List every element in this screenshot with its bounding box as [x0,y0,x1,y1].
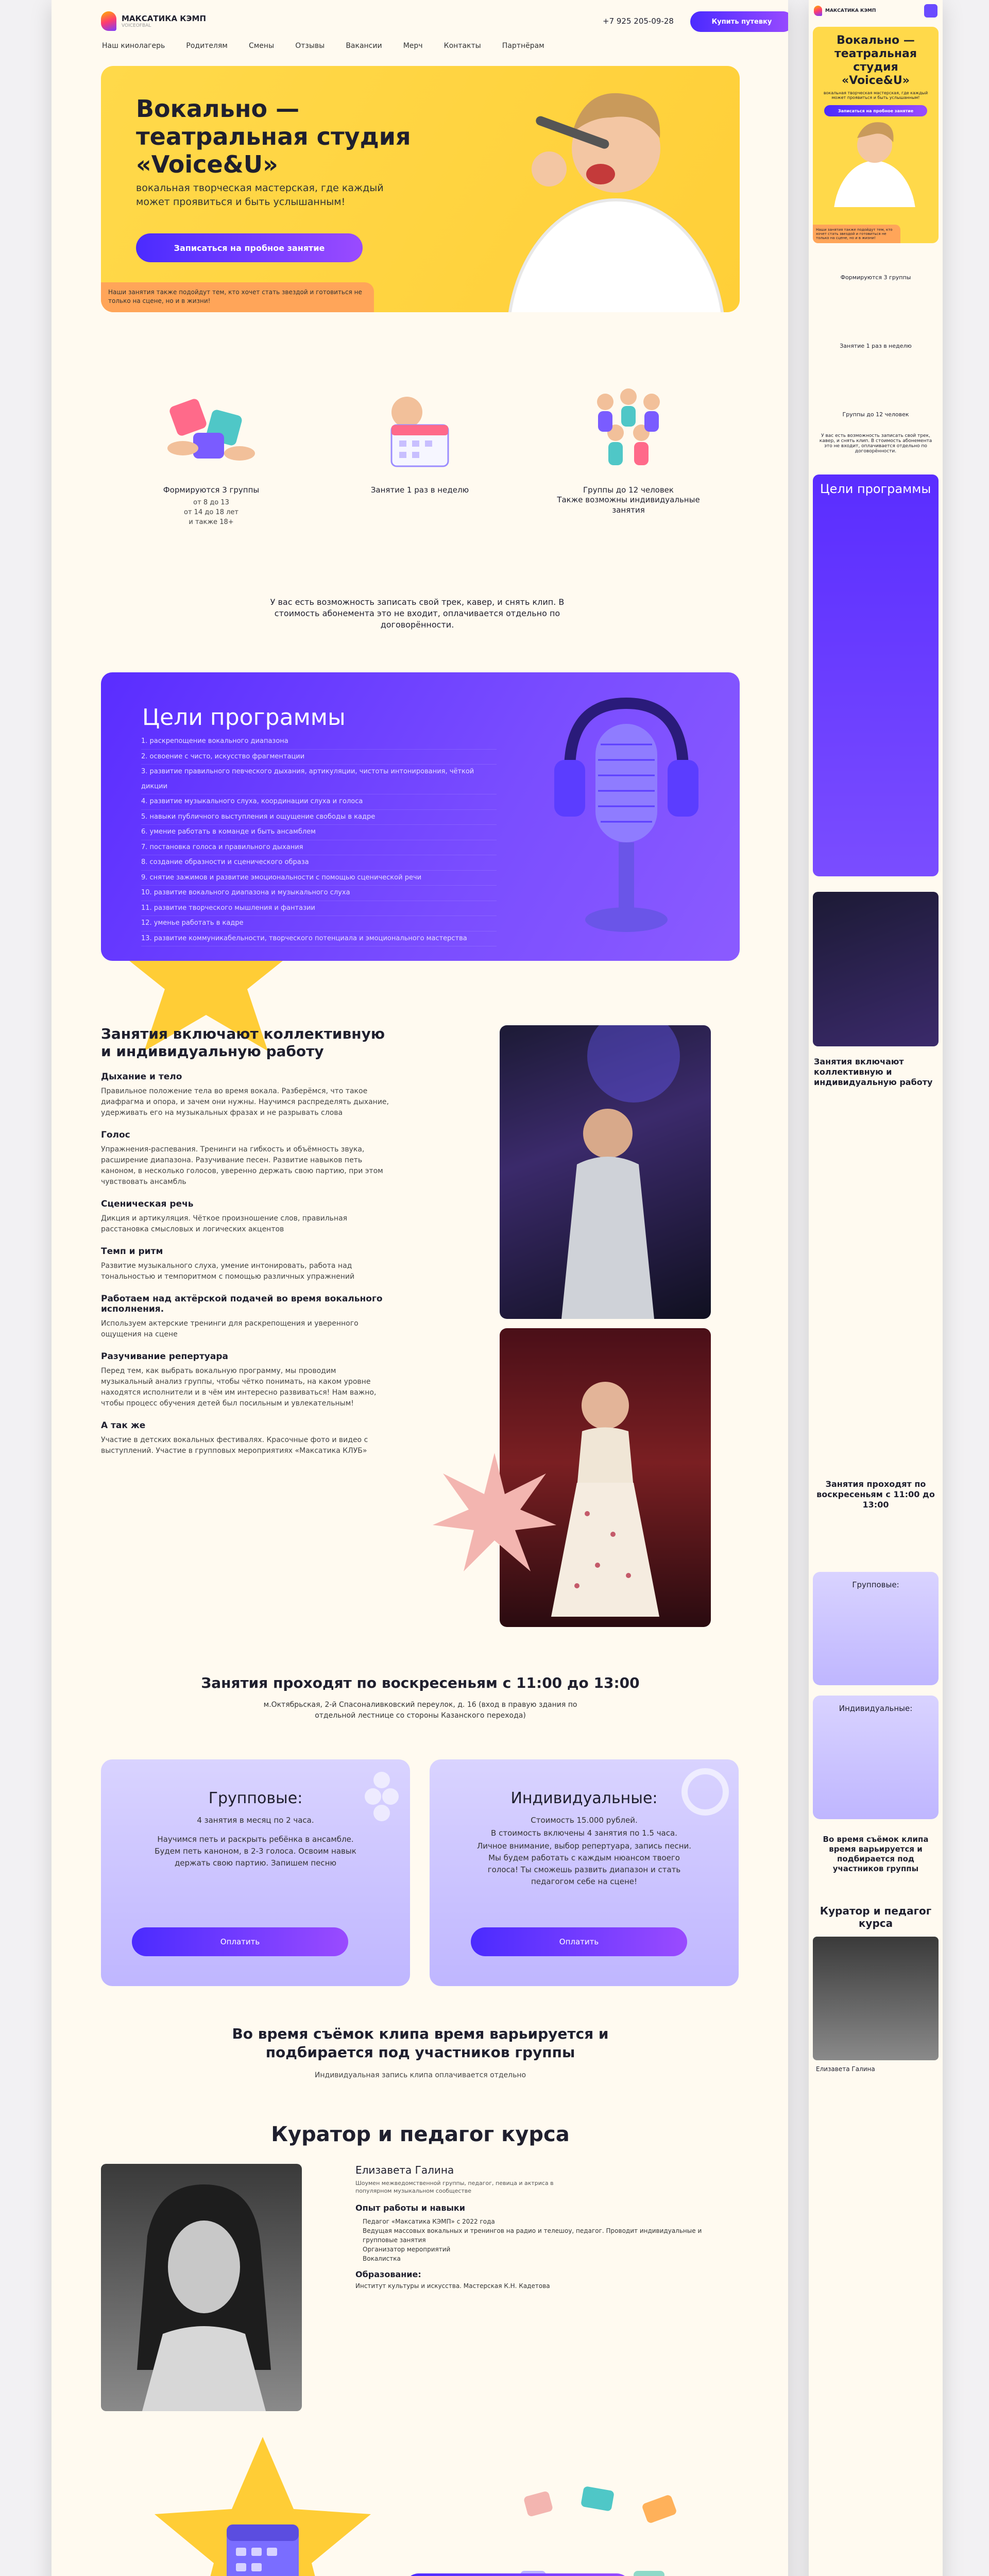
feature-groups [134,381,288,527]
pink-burst-decoration [433,1453,556,1577]
mobile-lessons-body [809,1088,943,1479]
mobile-photo [813,892,939,1046]
goal-item: 7. постановка голоса и правильного дыхания [141,840,497,856]
group-pay-button[interactable]: Оплатить [132,1927,348,1956]
mobile-indiv-card [813,1696,939,1819]
goal-item: 2. освоение с чисто, искусство фрагментации [141,750,497,765]
mobile-hero-title: Вокально — театральная студия «Voice&U» [834,34,917,87]
logo-icon [814,6,822,16]
lesson-text: Развитие музыкального слуха, умение интонировать, работа над тональностью и темпоритмом с помощью различных упражнений [101,1262,355,1281]
clip-section [101,2025,740,2079]
pricing-line: Личное внимание, выбор репертуара, запись песни. Мы будем работать с каждым нюансом твоего голоса! Ты сможешь развить диапазон и стать педагогом себе на сцене! [476,1841,692,1886]
lessons-title: Занятия включают коллективную и индивидуальную работу [101,1025,385,1060]
goal-item: 6. умение работать в команде и быть ансамблем [141,825,497,840]
mobile-clip-note: У вас есть возможность записать свой трек, кавер, и снять клип. В стоимость абонемента это не входит, оплачивается отдельно по договорённости. [819,433,932,454]
mobile-curator-name: Елизавета Галина [816,2065,875,2073]
boy-singing-photo [500,1025,711,1319]
hero-trial-button[interactable]: Записаться на пробное занятие [136,233,363,262]
hero-banner [101,66,740,312]
goals-panel [101,672,740,961]
lesson-heading: Сценическая речь [101,1199,194,1209]
hero-note: Наши занятия также подойдут тем, кто хочет стать звездой и готовиться не только на сцене, но и в жизни! [101,282,374,312]
pricing-line: В стоимость включены 4 занятия по 1.5 часа. [491,1828,677,1838]
individual-pricing-card [430,1759,739,1986]
pricing-line: 4 занятия в месяц по 2 часа. [197,1816,314,1825]
confetti-decoration [515,2483,685,2576]
lesson-heading: Голос [101,1130,130,1140]
trial-lesson-button[interactable] [404,2573,631,2576]
individual-pay-button[interactable]: Оплатить [471,1927,687,1956]
logo-icon [101,11,116,31]
schedule-section [101,1674,740,1721]
lesson-heading: Дыхание и тело [101,1072,182,1082]
group-pricing-card [101,1759,410,1986]
curator-exp-heading: Опыт работы и навыки [355,2203,465,2213]
feature-line: и также 18+ [189,518,234,526]
goal-item: 12. уменье работать в кадре [141,916,497,931]
goal-item: 4. развитие музыкального слуха, координации слуха и голоса [141,794,497,810]
pricing-line: Стоимость 15.000 рублей. [531,1816,638,1825]
lesson-text: Дикция и артикуляция. Чёткое произношение слов, правильная расстановка смысловых и логических акцентов [101,1214,348,1233]
curator-role: Шоумен межведомственной группы, педагог, певица и актриса в популярном музыкальном сообществе [355,2180,554,2194]
mobile-schedule: Занятия проходят по воскресеньям с 11:00 до 13:00 [816,1479,935,1510]
curator-edu-heading: Образование: [355,2269,421,2279]
lesson-heading: Разучивание репертуара [101,1351,228,1362]
lesson-heading: Работаем над актёрской подачей во время вокального исполнения. [101,1294,383,1314]
goal-item: 3. развитие правильного певческого дыхания, артикуляции, чистоты интонирования, чёткой дикции [141,765,497,794]
logo[interactable] [101,11,206,31]
microphone-image [534,683,719,961]
features [134,381,706,527]
buy-voucher-button[interactable]: Купить путевку [690,11,788,32]
goal-item: 5. навыки публичного выступления и ощущение свободы в кадре [141,810,497,825]
goal-item: 10. развитие вокального диапазона и музыкального слуха [141,886,497,901]
feature-line: от 8 до 13 [193,499,229,506]
ring-decoration [677,1764,734,1820]
feature-line: от 14 до 18 лет [184,509,238,516]
mobile-curator-photo [813,1937,939,2060]
curator-edu: Институт культуры и искусства. Мастерская К.Н. Кадетова [355,2282,550,2290]
pricing-title: Групповые: [208,1789,303,1807]
hero-subtitle: вокальная творческая мастерская, где каждый может проявиться и быть услышанным! [136,182,384,208]
goal-item: 1. раскрепощение вокального диапазона [141,734,497,750]
mobile-header [809,0,943,22]
nav-merch[interactable]: Мерч [403,42,423,50]
goal-item: 9. снятие зажимов и развитие эмоциональности с помощью сценической речи [141,871,497,886]
mobile-lessons-title: Занятия включают коллективную и индивидуальную работу [814,1057,933,1087]
goal-item: 11. развитие творческого мышления и фантазии [141,901,497,917]
mobile-hero-sub: вокальная творческая мастерская, где каждый может проявиться и быть услышанным! [823,91,928,100]
nav-partners[interactable]: Партнёрам [502,42,544,50]
goals-title: Цели программы [142,704,346,731]
clip-note: У вас есть возможность записать свой трек, кавер, и снять клип. В стоимость абонемента это не входит, оплачивается отдельно по договорённости. [270,597,565,630]
mobile-page [809,0,943,2576]
curator-exp: Педагог «Максатика КЭМП» с 2022 года [363,2218,495,2225]
nav-contacts[interactable]: Контакты [444,42,481,50]
mobile-hero-note: Наши занятия также подойдут тем, кто хочет стать звездой и готовиться не только на сцене, но и в жизни! [813,225,900,243]
calendar-icon [371,381,469,474]
brand-sub: VOICEOFBAL [122,23,151,28]
nav-parents[interactable]: Родителям [186,42,228,50]
curator-exp: Организатор мероприятий [363,2246,451,2253]
singing-boy-image [833,104,916,207]
desktop-page [52,0,788,2576]
curator-exp: Вокалистка [363,2255,401,2262]
goal-item: 13. развитие коммуникабельности, творческого потенциала и эмоционального мастерства [141,931,497,947]
curator-exp: Ведущая массовых вокальных и тренингов на радио и телешоу, педагог. Проводит индивидуальные и групповые занятия [363,2227,702,2244]
schedule-title: Занятия проходят по воскресеньям с 11:00 до 13:00 [201,1674,640,1691]
mobile-goals [813,474,939,876]
lesson-text: Перед тем, как выбрать вокальную программу, мы проводим музыкальный анализ группы, чтобы чётко понимать, на каком уровне находятся исполнители и в чём им интересно развиваться! Нам важно, чтобы процесс обучения детей был посильным и увлекательным! [101,1367,377,1408]
lesson-heading: Темп и ритм [101,1246,163,1257]
brand-name: МАКСАТИКА КЭМП [122,14,207,23]
main-nav [102,40,563,50]
singing-boy-image [487,66,724,312]
mobile-feature: Занятие 1 раз в неделю [840,343,912,349]
lesson-text: Упражнения-распевания. Тренинги на гибкость и объёмность звука, расширение диапазона. Разучивание песен. Развитие навыков петь каноном, в несколько голосов, уверенно держать свою партию, при этом чувствовать ансамбль [101,1145,383,1186]
group-people-icon [579,381,677,474]
curator-title: Куратор и педагог курса [271,2123,570,2146]
mobile-trial-button[interactable]: Записаться на пробное занятие [824,105,927,116]
mobile-group-card [813,1572,939,1685]
mobile-curator-title: Куратор и педагог курса [820,1905,932,1929]
schedule-address: м.Октябрьская, 2-й Спасоналивковский переулок, д. 16 (вход в правую здания по отдельной лестнице со стороны Казанского перехода) [263,1701,577,1720]
feature-weekly [343,381,497,527]
curator-info [355,2164,726,2290]
mobile-clip-title: Во время съёмок клипа время варьируется и подбирается под участников группы [823,1835,929,1873]
feature-title: Занятие 1 раз в неделю [370,485,469,495]
pricing-line: Научимся петь и раскрыть ребёнка в ансамбле. Будем петь каноном, в 2-3 голоса. Освоим навык держать свою партию. Запишем песню [155,1835,356,1868]
clip-title: Во время съёмок клипа время варьируется и подбирается под участников группы [232,2025,609,2061]
mobile-feature: Группы до 12 человек [842,411,909,418]
lesson-text: Используем актерские тренинги для раскрепощения и уверенного ощущения на сцене [101,1319,359,1338]
pricing-title: Индивидуальные: [510,1789,658,1807]
goal-item: 8. создание образности и сценического образа [141,855,497,871]
feature-line: Также возможны индивидуальные занятия [557,495,700,515]
hero-title: Вокально — театральная студия «Voice&U» [136,95,411,178]
feature-title: Формируются 3 группы [163,485,260,495]
menu-icon[interactable] [924,4,937,18]
lesson-heading: А так же [101,1420,146,1431]
nav-shifts[interactable]: Смены [248,42,275,50]
header-phone[interactable]: +7 925 205-09-28 [603,16,674,26]
nav-camp[interactable]: Наш кинолагерь [102,42,165,50]
curator-name: Елизавета Галина [355,2164,454,2176]
feature-size [551,381,706,527]
curator-photo [101,2164,302,2411]
mobile-feature: Формируются 3 группы [840,274,911,281]
lessons-section [101,1025,389,1456]
nav-reviews[interactable]: Отзывы [295,42,325,50]
mobile-hero [813,27,939,243]
mobile-indiv-title: Индивидуальные: [839,1704,913,1713]
circles-decoration [364,1771,400,1827]
mobile-group-title: Групповые: [852,1580,899,1589]
nav-jobs[interactable]: Вакансии [346,42,382,50]
lesson-text: Участие в детских вокальных фестивалях. Красочные фото и видео с выступлений. Участие в групповых мероприятиях «Максатика КЛУБ» [101,1436,368,1455]
puzzle-hands-icon [162,381,260,474]
lesson-text: Правильное положение тела во время вокала. Разберёмся, что такое диафрагма и опора, и зачем они нужны. Научимся распределять дыхание, удерживать его на музыкальных фразах и не разрывать слова [101,1087,389,1117]
goals-list [132,734,497,946]
mobile-goals-title: Цели программы [820,482,931,496]
star-calendar-decoration [149,2437,376,2576]
clip-sub: Индивидуальная запись клипа оплачивается отдельно [314,2071,526,2079]
mobile-brand: МАКСАТИКА КЭМП [825,8,876,13]
feature-title: Группы до 12 человек [583,485,674,495]
